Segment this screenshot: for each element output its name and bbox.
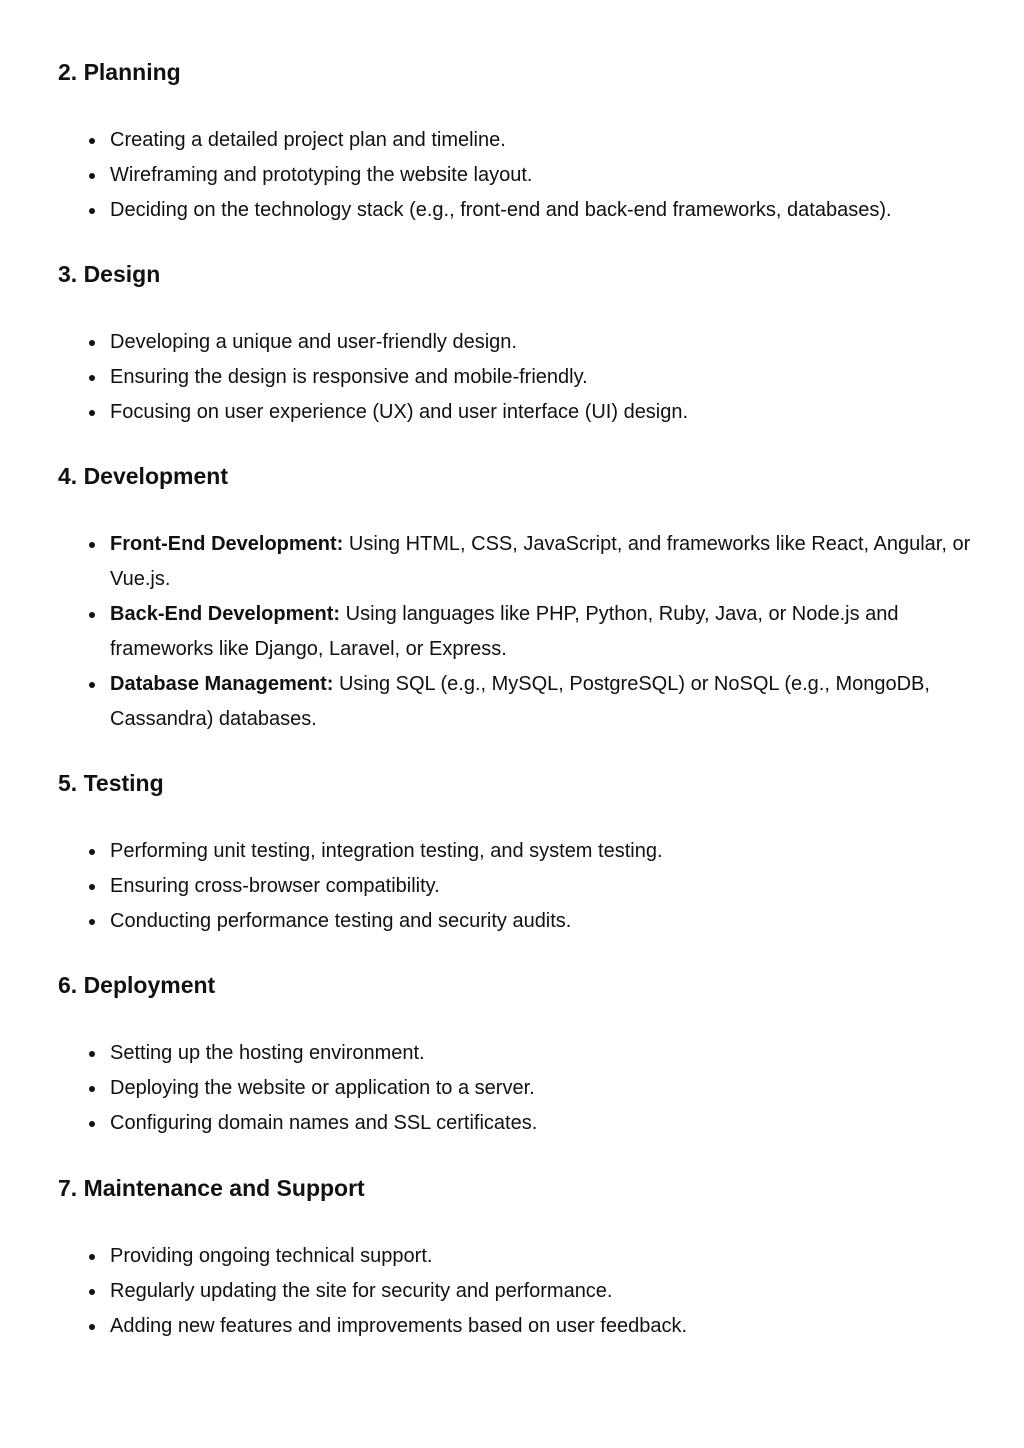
bullet-list	[58, 527, 984, 737]
section-development	[58, 462, 984, 737]
section-heading: 3. Design	[58, 261, 161, 287]
list-item-label: Front-End Development:	[110, 533, 344, 555]
list-item	[110, 1239, 984, 1274]
list-item-text: Using HTML, CSS, JavaScript, and frameworks like React, Angular, or Vue.js.	[110, 533, 971, 590]
list-item	[110, 193, 984, 228]
list-item-text: Deciding on the technology stack (e.g., front-end and back-end frameworks, databases).	[110, 199, 892, 221]
section-planning	[58, 58, 984, 228]
list-item-text: Performing unit testing, integration testing, and system testing.	[110, 840, 663, 862]
list-item-text: Setting up the hosting environment.	[110, 1042, 425, 1064]
section-heading: 7. Maintenance and Support	[58, 1175, 365, 1201]
list-item	[110, 869, 984, 904]
bullet-list	[58, 1036, 984, 1141]
list-item-text: Providing ongoing technical support.	[110, 1245, 433, 1267]
list-item	[110, 395, 984, 430]
list-item-text: Configuring domain names and SSL certificates.	[110, 1112, 538, 1134]
list-item-text: Developing a unique and user-friendly design.	[110, 331, 517, 353]
section-heading: 4. Development	[58, 463, 228, 489]
list-item-text: Using languages like PHP, Python, Ruby, Java, or Node.js and frameworks like Django, Laravel, or Express.	[110, 603, 899, 660]
list-item	[110, 667, 984, 737]
section-deployment	[58, 971, 984, 1141]
list-item	[110, 1071, 984, 1106]
list-item-text: Regularly updating the site for security and performance.	[110, 1280, 613, 1302]
list-item-label: Back-End Development:	[110, 603, 341, 625]
section-testing	[58, 769, 984, 939]
bullet-list	[58, 834, 984, 939]
section-heading: 6. Deployment	[58, 972, 216, 998]
list-item	[110, 123, 984, 158]
list-item	[110, 1274, 984, 1309]
list-item-text: Using SQL (e.g., MySQL, PostgreSQL) or NoSQL (e.g., MongoDB, Cassandra) databases.	[110, 673, 930, 730]
list-item	[110, 1309, 984, 1344]
list-item-text: Focusing on user experience (UX) and user interface (UI) design.	[110, 401, 689, 423]
list-item	[110, 904, 984, 939]
list-item-label: Database Management:	[110, 673, 334, 695]
list-item	[110, 834, 984, 869]
bullet-list	[58, 123, 984, 228]
list-item	[110, 1036, 984, 1071]
list-item-text: Conducting performance testing and security audits.	[110, 910, 572, 932]
list-item-text: Adding new features and improvements based on user feedback.	[110, 1315, 688, 1337]
section-heading: 5. Testing	[58, 770, 164, 796]
list-item-text: Ensuring cross-browser compatibility.	[110, 875, 440, 897]
list-item	[110, 1106, 984, 1141]
list-item	[110, 597, 984, 667]
section-heading: 2. Planning	[58, 59, 181, 85]
section-maintenance-and-support	[58, 1174, 984, 1344]
list-item	[110, 360, 984, 395]
list-item-text: Creating a detailed project plan and timeline.	[110, 129, 506, 151]
section-design	[58, 260, 984, 430]
list-item	[110, 527, 984, 597]
bullet-list	[58, 325, 984, 430]
bullet-list	[58, 1239, 984, 1344]
list-item-text: Ensuring the design is responsive and mobile-friendly.	[110, 366, 588, 388]
list-item	[110, 158, 984, 193]
list-item-text: Wireframing and prototyping the website layout.	[110, 164, 533, 186]
list-item	[110, 325, 984, 360]
list-item-text: Deploying the website or application to a server.	[110, 1077, 535, 1099]
